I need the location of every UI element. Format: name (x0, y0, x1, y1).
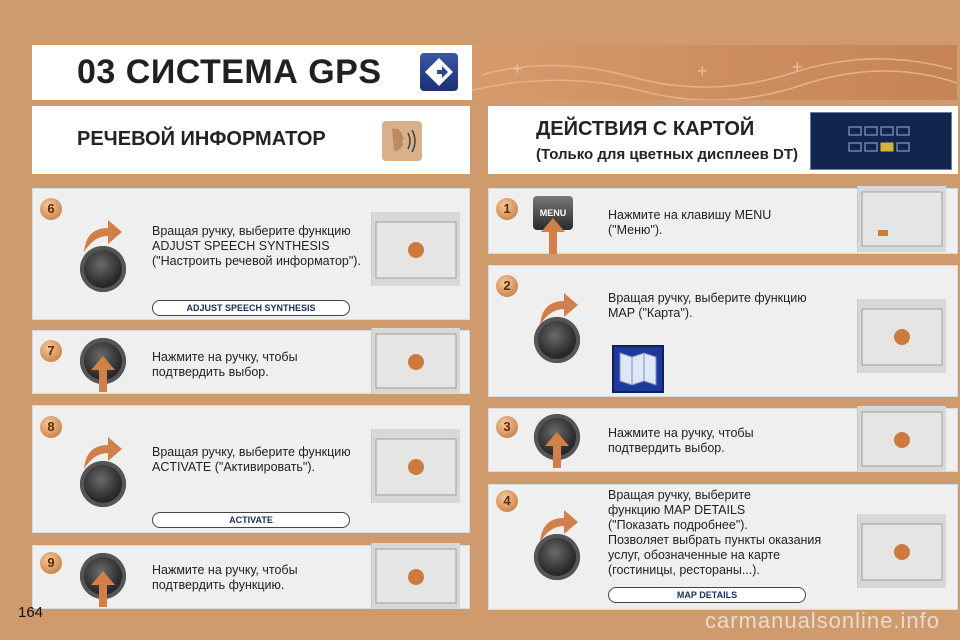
step-badge-3: 3 (496, 416, 518, 438)
rotary-knob-icon (80, 461, 126, 507)
step-badge-1: 1 (496, 198, 518, 220)
map-actions-header (488, 106, 958, 174)
step-8-text: Вращая ручку, выберите функцию ACTIVATE ("Активировать"). (152, 445, 351, 474)
svg-text:+: + (697, 61, 708, 81)
section-title-map: ДЕЙСТВИЯ С КАРТОЙ (536, 118, 755, 140)
press-arrow-icon (91, 571, 115, 607)
radio-unit-icon (371, 328, 460, 394)
menu-pill-map-details: MAP DETAILS (608, 587, 806, 603)
step-1-text: Нажмите на клавишу MENU ("Меню"). (608, 208, 772, 237)
step-4-text: Вращая ручку, выберите функцию MAP DETAILS ("Показать подробнее"). Позволяет выбрать пункты оказания услуг, обозначенные на карте (гостиницы, рестораны...). (608, 488, 822, 577)
step-panel-9 (32, 545, 470, 609)
map-icon (612, 345, 664, 393)
header-bar (32, 45, 472, 100)
step-panel-6 (32, 188, 470, 320)
rotary-knob-icon (534, 534, 580, 580)
svg-text:+: + (792, 57, 803, 77)
step-panel-3 (488, 408, 958, 472)
rotary-knob-icon (80, 246, 126, 292)
step-badge-8: 8 (40, 416, 62, 438)
speech-informer-header (32, 106, 470, 174)
step-panel-8 (32, 405, 470, 533)
page-title: 03 СИСТЕМА GPS (77, 53, 382, 91)
press-arrow-icon (91, 356, 115, 392)
header-decoration (472, 45, 957, 100)
radio-unit-icon (371, 429, 460, 503)
step-badge-9: 9 (40, 552, 62, 574)
step-badge-7: 7 (40, 340, 62, 362)
step-panel-1 (488, 188, 958, 254)
page-number: 164 (18, 604, 44, 621)
step-panel-2 (488, 265, 958, 397)
press-arrow-icon (545, 432, 569, 468)
svg-text:+: + (512, 59, 523, 79)
step-3-text: Нажмите на ручку, чтобы подтвердить выбор. (608, 426, 754, 455)
radio-unit-icon (857, 186, 946, 252)
menu-key-icon: MENU (533, 196, 573, 230)
rotary-knob-icon (534, 317, 580, 363)
watermark: carmanualsonline.info (704, 608, 940, 633)
step-6-text: Вращая ручку, выберите функцию ADJUST SPEECH SYNTHESIS ("Настроить речевой информатор"). (152, 224, 361, 268)
radio-unit-icon (857, 299, 946, 373)
step-9-text: Нажмите на ручку, чтобы подтвердить функцию. (152, 563, 298, 592)
step-panel-7 (32, 330, 470, 394)
radio-unit-icon (857, 406, 946, 472)
menu-pill-adjust-speech: ADJUST SPEECH SYNTHESIS (152, 300, 350, 316)
step-7-text: Нажмите на ручку, чтобы подтвердить выбор. (152, 350, 298, 379)
step-2-text: Вращая ручку, выберите функцию MAP ("Карта"). (608, 291, 807, 320)
display-screen-icon (810, 112, 952, 170)
press-arrow-icon (541, 218, 565, 254)
step-badge-4: 4 (496, 490, 518, 512)
section-subtitle-map: (Только для цветных дисплеев DT) (536, 146, 799, 163)
radio-unit-icon (371, 543, 460, 609)
gps-navigation-icon (420, 53, 458, 91)
step-badge-6: 6 (40, 198, 62, 220)
step-panel-4 (488, 484, 958, 610)
radio-unit-icon (371, 212, 460, 286)
menu-pill-activate: ACTIVATE (152, 512, 350, 528)
section-title-speech: РЕЧЕВОЙ ИНФОРМАТОР (77, 128, 326, 150)
step-badge-2: 2 (496, 275, 518, 297)
radio-unit-icon (857, 514, 946, 588)
voice-speaker-icon (382, 121, 422, 161)
